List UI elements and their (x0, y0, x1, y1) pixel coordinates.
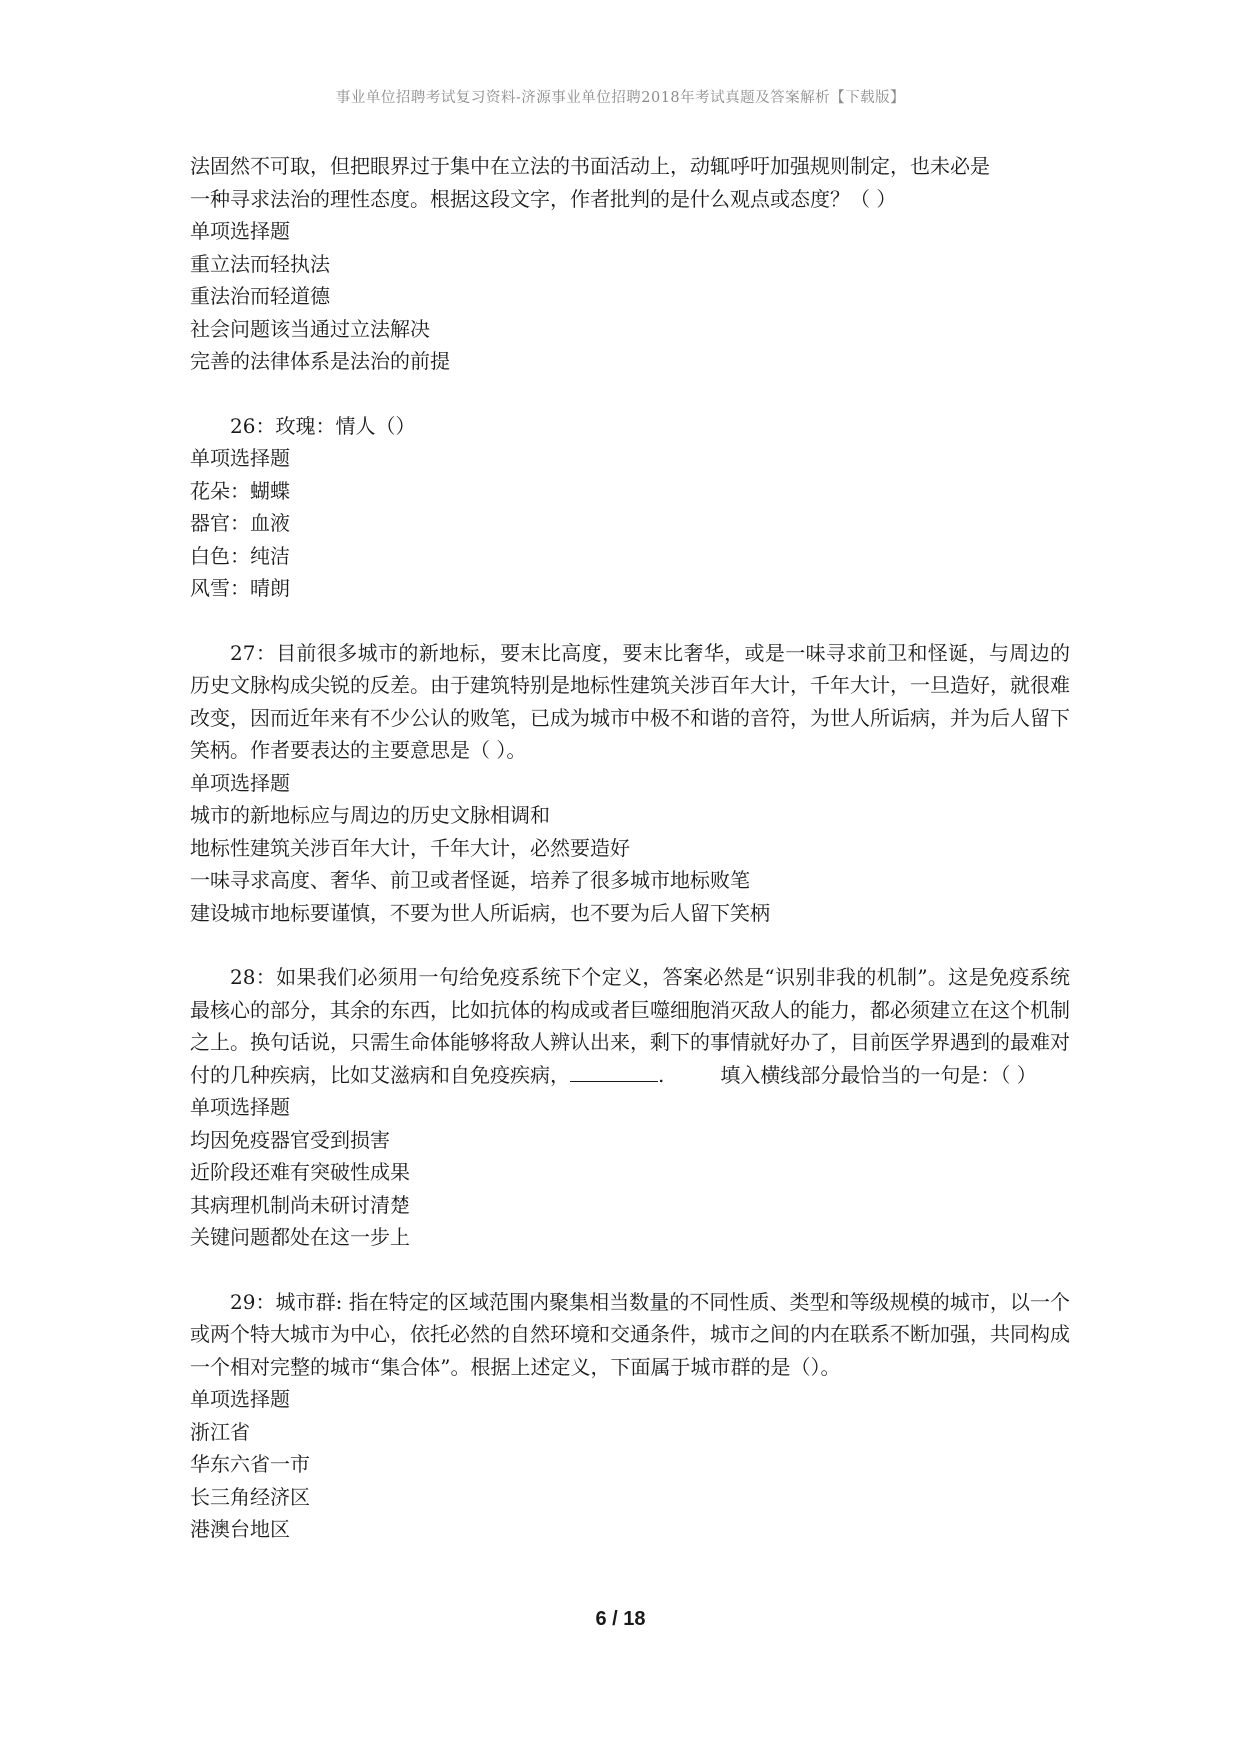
option-item: 其病理机制尚未研讨清楚 (190, 1192, 410, 1217)
option-item: 长三角经济区 (190, 1484, 310, 1509)
question-26 (190, 410, 1070, 605)
option-item: 风雪：晴朗 (190, 576, 290, 600)
option-item: 白色：纯洁 (190, 543, 290, 568)
option-item: 地标性建筑关涉百年大计，千年大计，必然要造好 (190, 835, 630, 860)
question-stem-text: 28：如果我们必须用一句给免疫系统下个定义，答案必然是“识别非我的机制”。这是免疫系统最核心的部分，其余的东西，比如抗体的构成或者巨噬细胞消灭敌人的能力，都必须建立在这个机制之上。换句话说，只需生命体能够将敌人辨认出来，剩下的事情就好办了，目前医学界遇到的最难对付的几种疾病，比如艾滋病和自免疫疾病， (190, 965, 1070, 1087)
option-item: 近阶段还难有突破性成果 (190, 1160, 410, 1184)
question-stem-text: 填入横线部分最恰当的一句是：（ ） (720, 1062, 1037, 1087)
question-type: 单项选择题 (190, 446, 290, 470)
question-25 (190, 150, 1070, 378)
question-type: 单项选择题 (190, 770, 290, 795)
option-item: 建设城市地标要谨慎，不要为世人所诟病，也不要为后人留下笑柄 (190, 900, 770, 925)
question-28 (190, 961, 1070, 1254)
question-stem-line: 一种寻求法治的理性态度。根据这段文字，作者批判的是什么观点或态度？（ ） (190, 186, 897, 211)
option-item: 关键问题都处在这一步上 (190, 1225, 410, 1249)
question-type: 单项选择题 (190, 219, 290, 243)
option-item: 重法治而轻道德 (190, 284, 330, 308)
page-content (190, 150, 1070, 1578)
question-stem: 26：玫瑰：情人（） (230, 413, 416, 438)
option-item: 器官：血液 (190, 511, 290, 535)
option-item: 浙江省 (190, 1419, 250, 1444)
question-29 (190, 1286, 1070, 1546)
option-item: 均因免疫器官受到损害 (190, 1127, 390, 1152)
question-type: 单项选择题 (190, 1095, 290, 1119)
question-type: 单项选择题 (190, 1387, 290, 1411)
question-stem: 27：目前很多城市的新地标，要末比高度，要末比奢华，或是一味寻求前卫和怪诞，与周边的历史文脉构成尖锐的反差。由于建筑特别是地标性建筑关涉百年大计，千年大计，一旦造好，就很难改变，因而近年来有不少公认的败笔，已成为城市中极不和谐的音符，为世人所诟病，并为后人留下笑柄。作者要表达的主要意思是（ ）。 (190, 640, 1070, 762)
running-header: 事业单位招聘考试复习资料-济源事业单位招聘2018年考试真题及答案解析【下载版】 (335, 90, 906, 106)
option-item: 社会问题该当通过立法解决 (190, 316, 430, 341)
page-number: 6 / 18 (595, 1608, 646, 1630)
option-item: 城市的新地标应与周边的历史文脉相调和 (190, 803, 550, 827)
option-item: 重立法而轻执法 (190, 251, 330, 276)
option-item: 港澳台地区 (190, 1517, 290, 1541)
question-stem (190, 961, 1070, 1091)
option-item: 一味寻求高度、奢华、前卫或者怪诞，培养了很多城市地标败笔 (190, 868, 750, 892)
option-item: 完善的法律体系是法治的前提 (190, 349, 450, 373)
option-item: 华东六省一市 (190, 1452, 310, 1476)
option-item: 花朵：蝴蝶 (190, 478, 290, 503)
blank-period: . (658, 1062, 665, 1087)
question-27 (190, 637, 1070, 930)
question-stem-line: 法固然不可取，但把眼界过于集中在立法的书面活动上，动辄呼吁加强规则制定，也未必是 (190, 154, 990, 178)
question-stem: 29：城市群: 指在特定的区域范围内聚集相当数量的不同性质、类型和等级规模的城市，以一个或两个特大城市为中心，依托必然的自然环境和交通条件，城市之间的内在联系不断加强，共同构成一个相对完整的城市“集合体”。根据上述定义，下面属于城市群的是（）。 (190, 1289, 1070, 1379)
fill-blank (570, 1061, 658, 1082)
